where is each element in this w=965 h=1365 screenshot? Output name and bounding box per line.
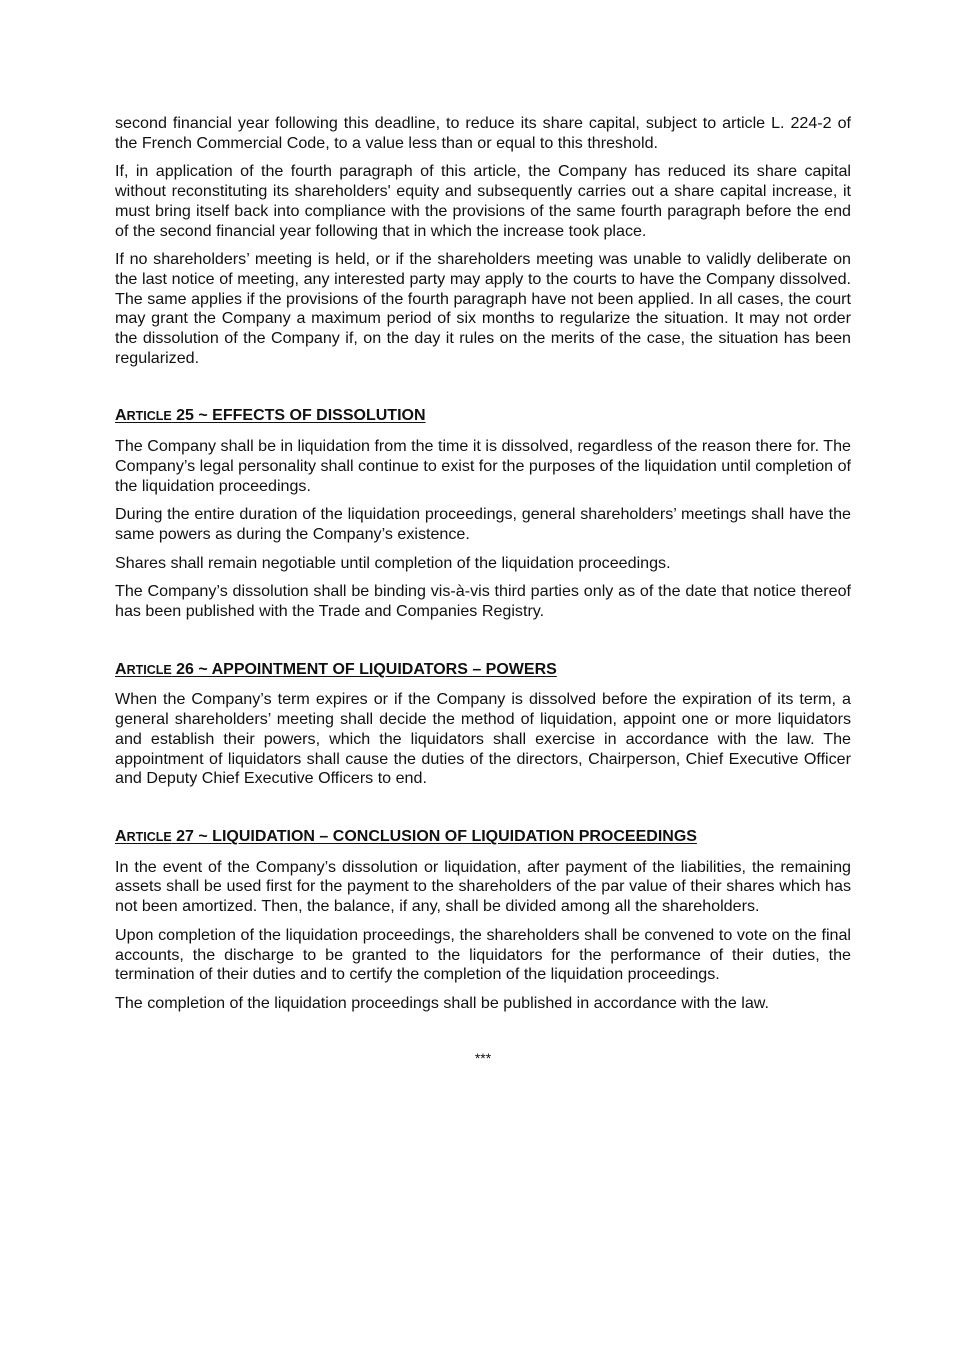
- article-25-paragraph: The Company shall be in liquidation from the time it is dissolved, regardless of the reason there for. The Company’s legal personality shall continue to exist for the purposes of the liquidation until completion of the liquidation proceedings.: [115, 437, 851, 495]
- end-of-document-mark: ***: [474, 1049, 492, 1066]
- article-25-paragraph: The Company’s dissolution shall be binding vis-à-vis third parties only as of the date that notice thereof has been published with the Trade and Companies Registry.: [115, 582, 851, 621]
- intro-section: [115, 114, 851, 368]
- article-25-section: [115, 406, 851, 621]
- article-27-section: [115, 827, 851, 1014]
- article-27-heading: ARTICLE 27 ~ LIQUIDATION – CONCLUSION OF LIQUIDATION PROCEEDINGS: [115, 827, 697, 845]
- article-26-section: [115, 660, 851, 789]
- intro-paragraph: If no shareholders’ meeting is held, or if the shareholders meeting was unable to validly deliberate on the last notice of meeting, any interested party may apply to the courts to have the Company dissolved. The same applies if the provisions of the fourth paragraph have not been applied. In all cases, the court may grant the Company a maximum period of six months to regularize the situation. It may not order the dissolution of the Company if, on the day it rules on the merits of the case, the situation has been regularized.: [115, 250, 851, 367]
- article-27-paragraph: The completion of the liquidation proceedings shall be published in accordance with the law.: [115, 993, 769, 1012]
- article-25-heading: ARTICLE 25 ~ EFFECTS OF DISSOLUTION: [115, 407, 426, 425]
- article-27-paragraph: In the event of the Company’s dissolution or liquidation, after payment of the liabilities, the remaining assets shall be used first for the payment to the shareholders of the par value of their shares which has not been amortized. Then, the balance, if any, shall be divided among all the shareholders.: [115, 857, 851, 916]
- article-26-paragraph: When the Company’s term expires or if the Company is dissolved before the expiration of its term, a general shareholders’ meeting shall decide the method of liquidation, appoint one or more liquidators and establish their powers, which the liquidators shall exercise in accordance with the law. The appointment of liquidators shall cause the duties of the directors, Chairperson, Chief Executive Officer and Deputy Chief Executive Officers to end.: [115, 690, 851, 788]
- document-page: [115, 114, 851, 1066]
- article-25-paragraph: Shares shall remain negotiable until completion of the liquidation proceedings.: [115, 553, 671, 572]
- article-25-paragraph: During the entire duration of the liquidation proceedings, general shareholders’ meetings shall have the same powers as during the Company’s existence.: [115, 505, 851, 543]
- intro-paragraph: second financial year following this deadline, to reduce its share capital, subject to article L. 224-2 of the French Commercial Code, to a value less than or equal to this threshold.: [115, 114, 851, 152]
- article-26-heading: ARTICLE 26 ~ APPOINTMENT OF LIQUIDATORS – POWERS: [115, 660, 557, 678]
- intro-paragraph: If, in application of the fourth paragraph of this article, the Company has reduced its share capital without reconstituting its shareholders' equity and subsequently carries out a share capital increase, it must bring itself back into compliance with the provisions of the same fourth paragraph before the end of the second financial year following that in which the increase took place.: [115, 162, 851, 240]
- article-27-paragraph: Upon completion of the liquidation proceedings, the shareholders shall be convened to vote on the final accounts, the discharge to be granted to the liquidators for the performance of their duties, the termination of their duties and to certify the completion of the liquidation proceedings.: [115, 925, 851, 984]
